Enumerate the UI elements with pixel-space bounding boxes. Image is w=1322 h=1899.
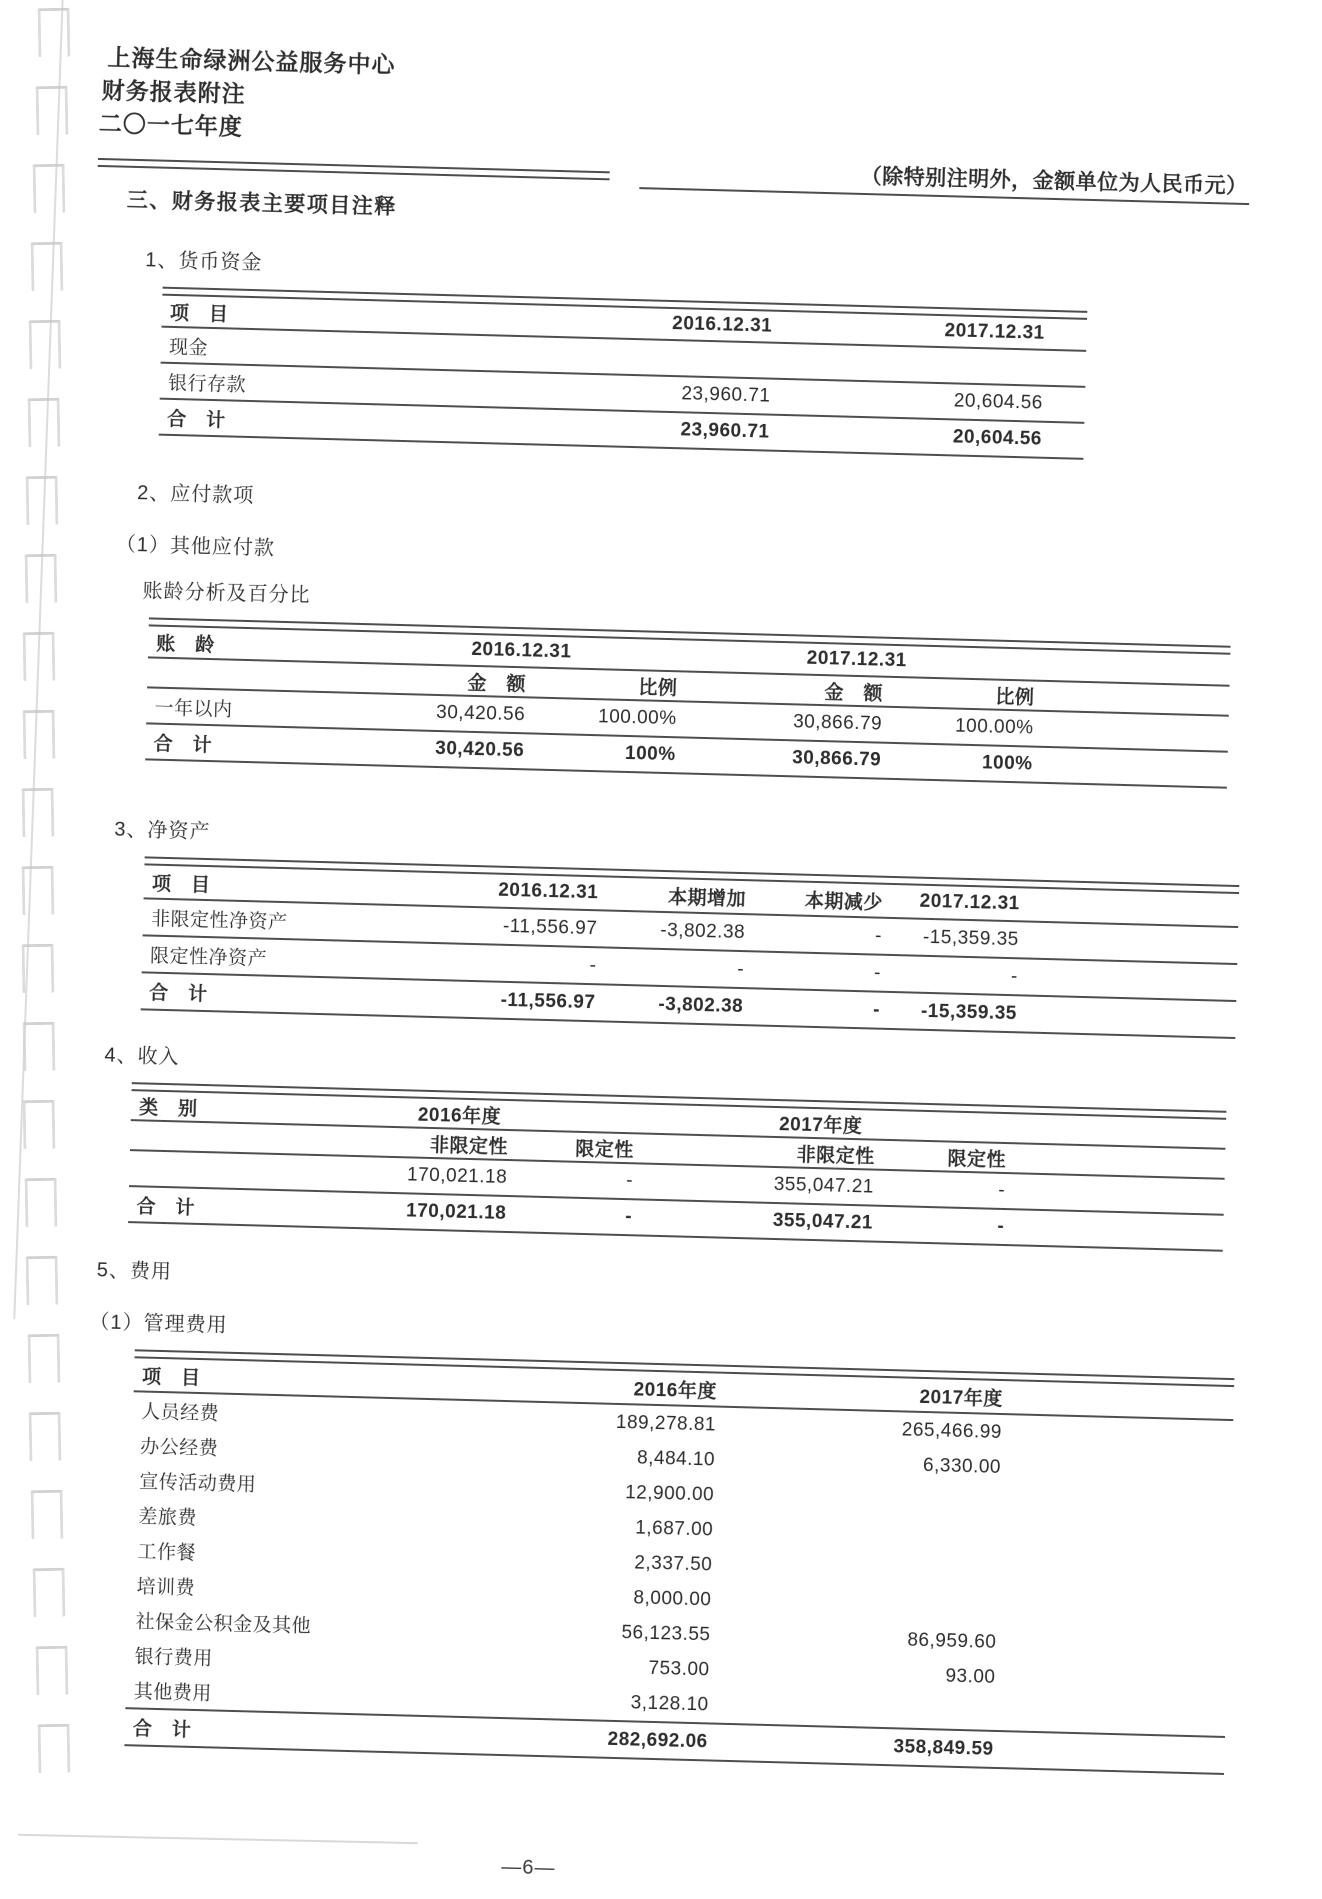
subheader-unrestricted-2016: 非限定性 <box>429 1134 509 1158</box>
row-label: 一年以内 <box>154 697 233 721</box>
cell-ratio-2017: 100.00% <box>954 715 1034 739</box>
income-table <box>128 1082 1226 1252</box>
cell-increase: -3,802.38 <box>660 919 746 943</box>
spacer <box>1033 765 1228 770</box>
total-2016: 282,692.06 <box>607 1728 708 1752</box>
cell-2016: 12,900.00 <box>624 1481 715 1506</box>
spacer <box>1001 1468 1232 1474</box>
group-header-2016: 2016.12.31 <box>471 638 572 663</box>
cell-restricted-2017: - <box>998 1179 1006 1202</box>
cell-2017 <box>714 1495 1000 1502</box>
cell-2017: -15,359.35 <box>922 926 1020 950</box>
row-label: 银行费用 <box>134 1646 213 1670</box>
cell-increase: - <box>737 958 745 980</box>
total-label: 合 计 <box>132 1718 192 1741</box>
cell-2016 <box>512 354 771 361</box>
total-label: 合 计 <box>136 1195 196 1219</box>
cell-2017 <box>709 1705 995 1712</box>
subheader-unrestricted-2017: 非限定性 <box>796 1144 875 1168</box>
row-label: 其他费用 <box>133 1681 213 1705</box>
spacer <box>998 1572 1229 1578</box>
cell-amount-2016: 30,420.56 <box>435 701 526 726</box>
cell-decrease: - <box>874 925 883 947</box>
spacer <box>1034 696 1229 701</box>
row-label <box>130 1168 283 1172</box>
subheader-restricted-2016: 限定性 <box>575 1138 635 1161</box>
cell-2017: 265,466.99 <box>901 1418 1003 1443</box>
admin-expense-table <box>124 1349 1234 1775</box>
section-heading: 三、财务报表主要项目注释 <box>126 188 398 219</box>
total-restricted-2016: - <box>624 1206 633 1228</box>
cell-ratio-2016: 100.00% <box>597 706 677 730</box>
item-title-net-assets: 3、净资产 <box>114 818 211 844</box>
spacer <box>1004 1227 1223 1233</box>
total-label: 合 计 <box>166 408 226 431</box>
col-header-2016: 2016年度 <box>633 1378 718 1403</box>
total-2017: 358,849.59 <box>893 1735 994 1760</box>
currency-unit-note: （除特别注明外，金额单位为人民币元） <box>858 160 1250 205</box>
cell-2016: 753.00 <box>648 1657 710 1680</box>
row-label: 工作餐 <box>137 1541 197 1564</box>
aging-analysis-note: 账龄分析及百分比 <box>142 580 311 607</box>
group-header-2017: 2017年度 <box>778 1113 863 1137</box>
report-period: 二〇一七年度 <box>98 109 244 140</box>
spacer <box>996 1642 1227 1648</box>
spacer <box>997 1607 1228 1613</box>
total-2017: 20,604.56 <box>952 426 1043 450</box>
cell-unrestricted-2017: 355,047.21 <box>773 1173 875 1198</box>
double-rule <box>98 158 610 180</box>
row-label: 限定性净资产 <box>149 945 268 970</box>
col-header-2016: 2016.12.31 <box>497 879 599 904</box>
spacer <box>1002 1433 1233 1439</box>
cell-2016: 8,000.00 <box>633 1586 712 1610</box>
cell-2017: - <box>1010 965 1019 987</box>
col-header-2017: 2017.12.31 <box>944 320 1045 344</box>
row-label: 非限定性净资产 <box>150 908 288 934</box>
total-2016: -11,556.97 <box>500 989 596 1013</box>
col-header-item: 项 目 <box>141 1366 201 1389</box>
cell-amount-2017: 30,866.79 <box>792 711 883 735</box>
spacer <box>1005 1191 1224 1197</box>
col-header-2017: 2017.12.31 <box>919 890 1020 915</box>
rule-line <box>639 185 858 195</box>
total-amount-2017: 30,866.79 <box>791 747 882 771</box>
doc-title: 财务报表附注 <box>101 77 247 107</box>
spacer <box>1019 940 1238 946</box>
subheader-ratio-2017: 比例 <box>995 686 1035 709</box>
spacer <box>1035 665 1230 670</box>
cash-table <box>159 287 1088 460</box>
row-label: 差旅费 <box>138 1506 198 1529</box>
group-header-2017: 2017.12.31 <box>806 647 908 672</box>
total-label: 合 计 <box>153 733 213 756</box>
spacer <box>994 1749 1225 1755</box>
row-label: 办公经费 <box>139 1436 219 1460</box>
total-restricted-2017: - <box>997 1215 1005 1238</box>
cell-2017: 6,330.00 <box>922 1454 1002 1478</box>
row-label: 社保金公积金及其他 <box>135 1611 312 1638</box>
cell-2017: 93.00 <box>945 1665 996 1688</box>
aging-table <box>145 617 1230 788</box>
item-title-cash: 1、货币资金 <box>144 249 263 275</box>
subheader-amount-2016: 金 额 <box>467 672 527 695</box>
spacer <box>1007 1128 1226 1134</box>
cell-2016: 1,687.00 <box>635 1516 714 1540</box>
col-header-2017: 2017年度 <box>919 1386 1004 1410</box>
total-decrease: - <box>872 999 881 1021</box>
col-header-2016: 2016.12.31 <box>671 313 773 337</box>
cell-2016: 8,484.10 <box>636 1446 716 1471</box>
col-header-decrease: 本期减少 <box>804 890 884 914</box>
net-assets-table <box>141 856 1240 1039</box>
spacer <box>147 672 363 678</box>
cell-decrease: - <box>873 962 882 984</box>
item-title-expenses: 5、费用 <box>96 1259 173 1284</box>
row-label: 银行存款 <box>167 372 247 396</box>
cell-unrestricted-2016: 170,021.18 <box>406 1164 508 1188</box>
total-ratio-2017: 100% <box>981 752 1033 775</box>
group-header-2016: 2016年度 <box>417 1104 502 1128</box>
item-title-income: 4、收入 <box>104 1044 180 1069</box>
item-subtitle-other-payables: （1）其他应付款 <box>115 533 276 560</box>
spacer <box>995 1712 1226 1718</box>
item-title-payables: 2、应付款项 <box>136 482 255 508</box>
spacer <box>1034 729 1229 734</box>
cell-2016: 2,337.50 <box>634 1551 713 1575</box>
spacer <box>1018 977 1237 983</box>
col-header-increase: 本期增加 <box>667 886 747 910</box>
total-ratio-2016: 100% <box>624 742 676 766</box>
org-name: 上海生命绿洲公益服务中心 <box>107 44 396 78</box>
row-label: 人员经费 <box>140 1401 220 1425</box>
total-2016: 23,960.71 <box>680 419 770 443</box>
cell-restricted-2016: - <box>625 1170 634 1192</box>
spacer <box>130 1135 283 1139</box>
cell-2016: 23,960.71 <box>681 383 771 407</box>
spacer <box>995 1677 1226 1683</box>
cell-2017 <box>712 1565 998 1572</box>
col-header-item: 项 目 <box>169 302 229 325</box>
cell-2016: - <box>589 954 597 976</box>
cell-2017: 86,959.60 <box>907 1629 997 1653</box>
spacer <box>1006 1158 1225 1164</box>
total-increase: -3,802.38 <box>658 993 744 1017</box>
subheader-amount-2017: 金 额 <box>824 681 884 705</box>
cell-2016: 189,278.81 <box>615 1411 717 1436</box>
total-amount-2016: 30,420.56 <box>434 737 525 762</box>
subheader-ratio-2016: 比例 <box>638 676 678 699</box>
spacer <box>1020 904 1239 910</box>
row-label: 宣传活动费用 <box>139 1471 257 1496</box>
item-subtitle-admin-expenses: （1）管理费用 <box>89 1311 228 1337</box>
row-label: 现金 <box>168 336 209 359</box>
spacer <box>1017 1014 1236 1020</box>
cell-2017 <box>771 361 1085 369</box>
total-unrestricted-2016: 170,021.18 <box>405 1200 507 1224</box>
spacer <box>1000 1503 1231 1509</box>
total-2017: -15,359.35 <box>920 1000 1018 1024</box>
total-unrestricted-2017: 355,047.21 <box>772 1209 874 1234</box>
cell-2016: 3,128.10 <box>630 1691 709 1715</box>
subheader-restricted-2017: 限定性 <box>947 1148 1007 1171</box>
spacer <box>1003 1397 1234 1403</box>
spacer <box>999 1537 1230 1543</box>
cell-2017: 20,604.56 <box>953 390 1044 414</box>
col-header-age: 账 龄 <box>155 633 216 656</box>
col-header-item: 项 目 <box>151 873 211 896</box>
cell-2016: 56,123.55 <box>621 1621 711 1645</box>
page-number: —6— <box>501 1856 556 1880</box>
total-label: 合 计 <box>148 982 208 1006</box>
cell-2017 <box>713 1530 999 1537</box>
cell-2017 <box>711 1600 997 1607</box>
col-header-category: 类 别 <box>138 1096 198 1120</box>
row-label: 培训费 <box>136 1576 196 1599</box>
cell-2016: -11,556.97 <box>502 915 598 939</box>
